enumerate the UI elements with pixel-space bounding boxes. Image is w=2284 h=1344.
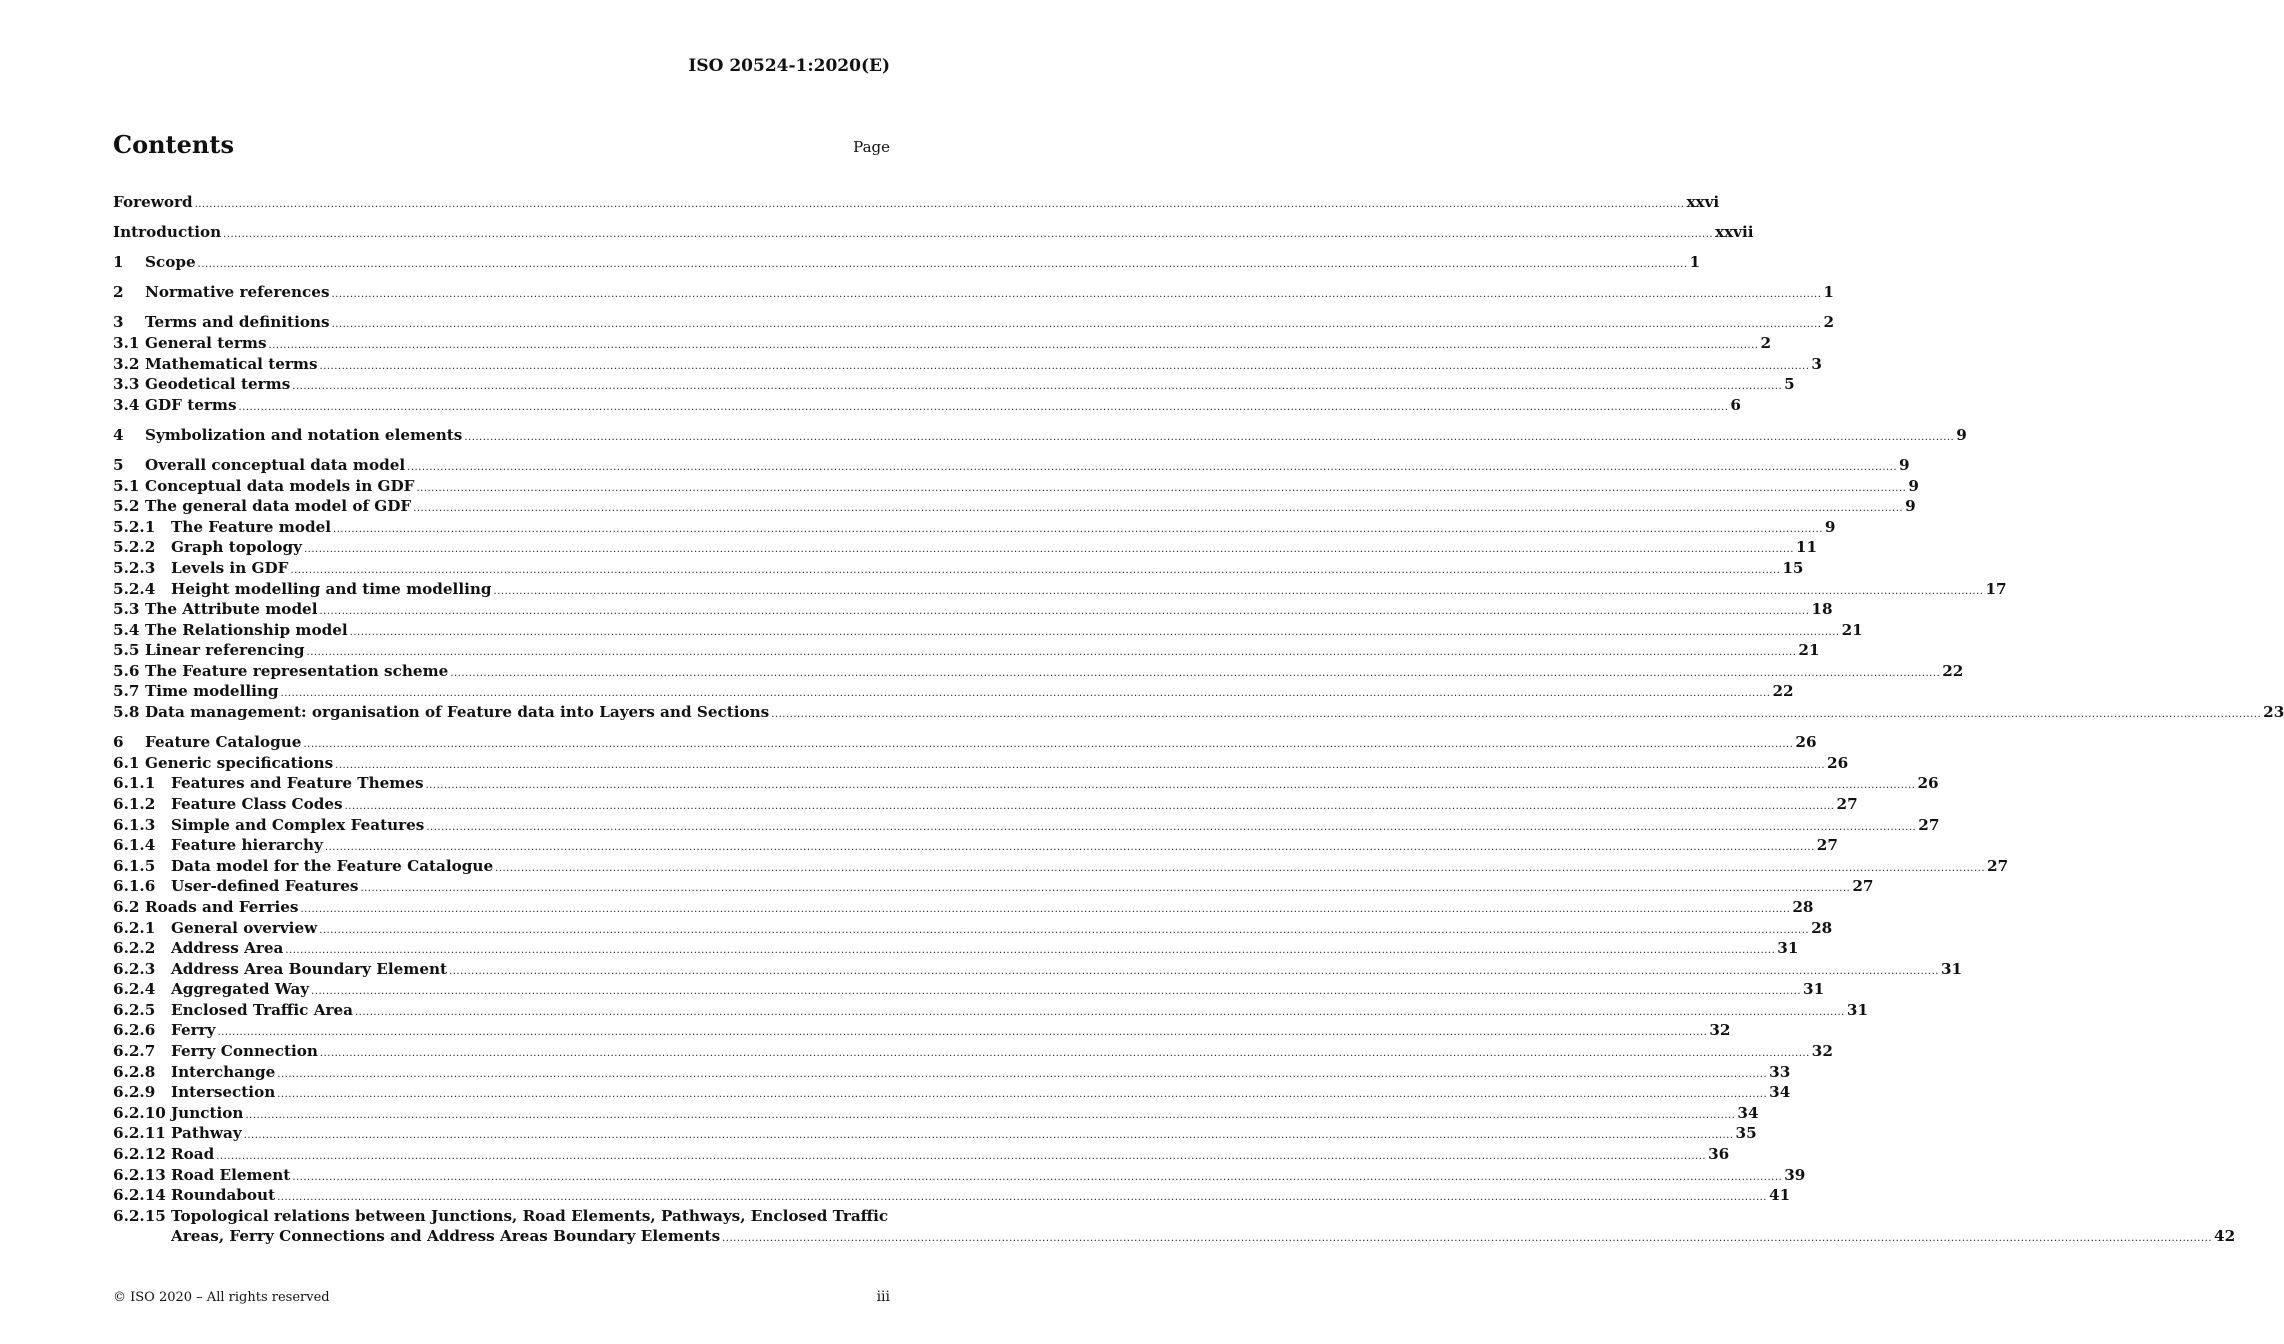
toc-entry-page: 27: [1852, 877, 1874, 896]
toc-leader-dots: [407, 462, 1897, 473]
toc-entry-number: 6.2.7: [113, 1042, 156, 1061]
toc-entry-title: Intersection: [171, 1083, 276, 1102]
toc-entry-title: The general data model of GDF: [145, 497, 412, 516]
toc-leader-dots: [304, 544, 1794, 555]
footer-copyright: © ISO 2020 – All rights reserved: [113, 1290, 330, 1305]
toc-entry-number: 5.3: [113, 600, 140, 619]
toc-entry-page: 9: [1905, 497, 1916, 516]
toc-entry-number: 5.2: [113, 497, 140, 516]
toc-entry-number: 6.1.2: [113, 794, 156, 813]
toc-entry-page: 23: [2263, 703, 2284, 722]
toc-entry-number: 6.2.9: [113, 1083, 156, 1102]
toc-entry[interactable]: [113, 918, 1833, 940]
toc-entry-title: Terms and definitions: [145, 313, 330, 332]
toc-entry-number: 6.2.1: [113, 918, 156, 937]
toc-entry[interactable]: [113, 815, 1940, 837]
toc-entry-title: Normative references: [145, 283, 330, 302]
toc-entry[interactable]: [113, 1000, 1869, 1022]
toc-entry-title: Road Element: [171, 1165, 291, 1184]
toc-entry-title: Feature hierarchy: [171, 836, 323, 855]
toc-entry-page: 26: [1827, 753, 1849, 772]
toc-leader-dots: [292, 1172, 1782, 1183]
toc-entry-page: 9: [1899, 455, 1910, 474]
toc-entry-number: 5.2.2: [113, 538, 156, 557]
toc-leader-dots: [239, 402, 1729, 413]
toc-leader-dots: [416, 483, 1906, 494]
toc-leader-dots: [332, 319, 1822, 330]
page-title: Contents: [113, 130, 234, 159]
toc-entry[interactable]: [113, 836, 1838, 857]
toc-entry-title: Foreword: [113, 193, 193, 211]
toc-entry[interactable]: [113, 1103, 1759, 1125]
toc-leader-dots: [292, 381, 1782, 392]
toc-entry-title: Topological relations between Junctions, Road Elements, Pathways, Enclosed Traffic: [171, 1206, 889, 1225]
toc-entry-page: xxvi: [1686, 193, 1720, 211]
page-column-label: Page: [853, 138, 890, 156]
toc-leader-dots: [244, 1130, 1734, 1141]
toc-entry-page: 32: [1811, 1042, 1833, 1061]
toc-leader-dots: [333, 524, 1823, 535]
toc-entry[interactable]: [113, 354, 1822, 376]
toc-entry-number: 6.1.5: [113, 856, 156, 875]
toc-leader-dots: [319, 925, 1809, 936]
toc-leader-dots: [195, 199, 1685, 210]
toc-entry-number: 6.2.15: [113, 1206, 166, 1225]
toc-entry-page: 31: [1940, 959, 1963, 978]
toc-entry[interactable]: [113, 774, 1939, 795]
toc-entry-page: 3: [1811, 354, 1822, 373]
toc-entry-title: Symbolization and notation elements: [145, 425, 463, 444]
toc-entry-number: 3.4: [113, 395, 140, 414]
toc-entry-title: Roads and Ferries: [145, 897, 299, 916]
table-of-contents: [113, 193, 2284, 1248]
toc-leader-dots: [722, 1233, 2212, 1244]
toc-entry-number: 5.7: [113, 682, 140, 701]
toc-entry-number: 6.1.6: [113, 877, 156, 896]
toc-leader-dots: [269, 340, 1759, 351]
toc-entry[interactable]: [113, 558, 1804, 580]
toc-entry[interactable]: [113, 939, 1799, 960]
toc-entry-number: 3: [113, 313, 124, 332]
toc-leader-dots: [198, 259, 1688, 270]
toc-entry-page: 31: [1846, 1000, 1869, 1019]
toc-entry-number: 5.6: [113, 661, 140, 680]
toc-entry-page: 27: [1987, 856, 2009, 875]
toc-entry-title: General terms: [145, 333, 267, 352]
toc-entry-number: 5.5: [113, 641, 140, 660]
toc-entry[interactable]: [113, 193, 1720, 214]
toc-entry[interactable]: [113, 897, 1814, 919]
toc-entry-page: 2: [1823, 313, 1835, 332]
toc-entry[interactable]: [113, 1186, 1791, 1207]
toc-entry-page: 5: [1784, 375, 1795, 394]
toc-entry-page: 34: [1769, 1083, 1791, 1102]
toc-entry-number: 5.1: [113, 476, 140, 495]
toc-entry-title: Features and Feature Themes: [171, 774, 424, 793]
toc-entry-page: 31: [1777, 939, 1799, 958]
toc-entry-page: 18: [1811, 600, 1833, 619]
toc-entry[interactable]: [113, 703, 2284, 724]
footer-page-number: iii: [876, 1289, 890, 1305]
toc-entry-title: Junction: [171, 1103, 244, 1122]
toc-leader-dots: [350, 627, 1840, 638]
toc-entry-title: Data management: organisation of Feature data into Layers and Sections: [145, 703, 770, 722]
toc-entry-page: 27: [1816, 836, 1838, 855]
toc-entry-page: 22: [1772, 682, 1794, 701]
toc-leader-dots: [300, 904, 1790, 915]
toc-entry-number: 5.2.1: [113, 517, 156, 536]
toc-leader-dots: [413, 503, 1903, 514]
document-id: ISO 20524-1:2020(E): [688, 56, 890, 76]
toc-entry-page: 28: [1811, 918, 1833, 937]
toc-entry-page: 21: [1841, 620, 1863, 639]
toc-entry-title: Graph topology: [171, 538, 302, 557]
toc-leader-dots: [223, 229, 1713, 240]
toc-entry-title: The Attribute model: [145, 600, 318, 619]
toc-entry[interactable]: [113, 1042, 1833, 1063]
toc-entry-title: Ferry: [171, 1021, 216, 1040]
toc-entry-page: 35: [1735, 1124, 1757, 1143]
toc-leader-dots: [332, 289, 1822, 300]
toc-entry-title: Pathway: [171, 1124, 242, 1143]
toc-entry-title: The Feature model: [171, 517, 332, 536]
toc-entry-number: 4: [113, 425, 124, 444]
toc-entry-page: 11: [1795, 538, 1818, 557]
toc-leader-dots: [426, 780, 1916, 791]
toc-entry-title: Conceptual data models in GDF: [145, 476, 415, 495]
toc-leader-dots: [277, 1089, 1767, 1100]
toc-entry[interactable]: [113, 794, 1858, 816]
toc-leader-dots: [307, 647, 1797, 658]
toc-entry[interactable]: [113, 476, 1919, 498]
toc-entry-page: 26: [1795, 733, 1817, 752]
toc-entry-number: 6.1: [113, 753, 140, 772]
toc-entry-number: 5.4: [113, 620, 140, 639]
toc-entry-page: 6: [1730, 395, 1741, 414]
toc-entry-number: 6.2.6: [113, 1021, 156, 1040]
toc-entry-page: 28: [1792, 897, 1814, 916]
toc-entry[interactable]: [113, 579, 2007, 601]
toc-entry-page: 2: [1760, 333, 1772, 352]
toc-entry-title: Levels in GDF: [171, 558, 289, 577]
toc-entry-number: 1: [113, 253, 124, 272]
toc-leader-dots: [449, 966, 1939, 977]
toc-entry-title: Roundabout: [171, 1186, 276, 1205]
toc-leader-dots: [464, 432, 1954, 443]
toc-entry-number: 2: [113, 283, 124, 302]
toc-leader-dots: [311, 986, 1801, 997]
toc-entry-page: 1: [1689, 253, 1701, 272]
toc-entry[interactable]: [113, 455, 1910, 477]
toc-entry[interactable]: [113, 877, 1874, 898]
toc-entry-number: 3.3: [113, 375, 140, 394]
toc-entry[interactable]: [113, 375, 1795, 396]
toc-entry[interactable]: [113, 980, 1825, 1001]
toc-entry[interactable]: [113, 600, 1833, 621]
toc-entry-page: 36: [1708, 1145, 1730, 1164]
toc-entry-page: xxvii: [1715, 223, 1754, 242]
toc-entry-number: 6: [113, 733, 124, 752]
toc-entry-title: Enclosed Traffic Area: [171, 1000, 353, 1019]
toc-entry-number: 6.2.2: [113, 939, 156, 958]
toc-leader-dots: [277, 1069, 1767, 1080]
toc-leader-dots: [450, 668, 1940, 679]
toc-entry-number: 6.2.3: [113, 959, 156, 978]
toc-entry[interactable]: [113, 641, 1820, 662]
toc-entry-number: 6.1.4: [113, 836, 156, 855]
toc-leader-dots: [217, 1027, 1707, 1038]
toc-entry-title: User-defined Features: [171, 877, 359, 896]
toc-entry[interactable]: [113, 1062, 1791, 1084]
toc-entry[interactable]: [113, 333, 1772, 355]
toc-entry[interactable]: [113, 753, 1849, 775]
toc-entry-title: Height modelling and time modelling: [171, 579, 492, 598]
toc-entry-title: Introduction: [113, 223, 222, 242]
toc-entry[interactable]: [113, 1021, 1731, 1042]
toc-entry-number: 6.2.10: [113, 1103, 166, 1122]
toc-entry[interactable]: [113, 1206, 2236, 1248]
toc-entry-title: GDF terms: [145, 395, 237, 414]
toc-leader-dots: [345, 801, 1835, 812]
toc-entry-title: Mathematical terms: [145, 354, 318, 373]
toc-entry-number: 6.2.5: [113, 1000, 156, 1019]
toc-entry-page: 39: [1784, 1165, 1806, 1184]
toc-entry-page: 9: [1956, 425, 1967, 444]
toc-entry-number: 6.2.4: [113, 980, 156, 999]
toc-leader-dots: [285, 945, 1775, 956]
toc-entry-page: 27: [1836, 794, 1858, 813]
toc-entry-page: 32: [1709, 1021, 1731, 1040]
toc-entry-title: Generic specifications: [145, 753, 334, 772]
toc-leader-dots: [281, 688, 1771, 699]
toc-entry[interactable]: [113, 395, 1741, 417]
toc-entry[interactable]: [113, 1165, 1806, 1187]
toc-entry-page: 1: [1823, 283, 1834, 302]
toc-leader-dots: [335, 760, 1825, 771]
toc-entry[interactable]: [113, 497, 1916, 518]
toc-entry-title: Data model for the Feature Catalogue: [171, 856, 494, 875]
toc-entry[interactable]: [113, 283, 1834, 304]
toc-entry-number: 6.2.11: [113, 1124, 166, 1143]
toc-entry[interactable]: [113, 313, 1835, 334]
toc-entry[interactable]: [113, 682, 1794, 703]
toc-entry-page: 17: [1985, 579, 2007, 598]
toc-entry-title: Feature Catalogue: [145, 733, 302, 752]
toc-entry-title: The Feature representation scheme: [145, 661, 449, 680]
toc-entry[interactable]: [113, 425, 1967, 447]
toc-entry-title: General overview: [171, 918, 318, 937]
toc-leader-dots: [360, 883, 1850, 894]
toc-entry-page: 34: [1737, 1103, 1759, 1122]
toc-entry[interactable]: [113, 1124, 1757, 1145]
toc-leader-dots: [245, 1110, 1735, 1121]
toc-entry-page: 33: [1769, 1062, 1791, 1081]
toc-entry-title: Address Area Boundary Element: [171, 959, 448, 978]
toc-entry-number: 5.2.3: [113, 558, 156, 577]
toc-entry-page: 15: [1782, 558, 1804, 577]
toc-leader-dots: [494, 586, 1984, 597]
toc-entry-title: Time modelling: [145, 682, 279, 701]
toc-entry-title: Overall conceptual data model: [145, 455, 406, 474]
toc-entry-number: 5.2.4: [113, 579, 156, 598]
toc-entry[interactable]: [113, 223, 1754, 244]
toc-entry-title: Aggregated Way: [171, 980, 310, 999]
toc-entry[interactable]: [113, 733, 1817, 754]
toc-leader-dots: [320, 606, 1810, 617]
toc-entry-number: 6.1.3: [113, 815, 156, 834]
toc-entry[interactable]: [113, 959, 1963, 981]
toc-leader-dots: [303, 739, 1793, 750]
toc-entry-page: 42: [2214, 1227, 2236, 1246]
toc-entry-title: Simple and Complex Features: [171, 815, 425, 834]
toc-entry[interactable]: [113, 253, 1701, 274]
toc-entry[interactable]: [113, 661, 1964, 683]
toc-leader-dots: [495, 863, 1985, 874]
toc-leader-dots: [325, 842, 1815, 853]
toc-entry[interactable]: [113, 517, 1836, 539]
toc-entry-number: 6.2.14: [113, 1186, 166, 1205]
toc-entry-page: 9: [1908, 476, 1919, 495]
toc-entry-number: 6.1.1: [113, 774, 156, 793]
toc-entry-title: Address Area: [171, 939, 284, 958]
toc-entry-page: 26: [1917, 774, 1939, 793]
toc-entry-page: 22: [1942, 661, 1964, 680]
toc-entry-number: 6.2.8: [113, 1062, 156, 1081]
toc-leader-dots: [277, 1192, 1767, 1203]
toc-leader-dots: [426, 822, 1916, 833]
toc-entry-page: 41: [1769, 1186, 1791, 1205]
toc-entry-title-continued: Areas, Ferry Connections and Address Areas Boundary Elements: [171, 1227, 721, 1246]
toc-leader-dots: [355, 1007, 1845, 1018]
toc-entry-title: Scope: [145, 253, 196, 272]
toc-entry-title: The Relationship model: [145, 620, 348, 639]
toc-entry-title: Road: [171, 1145, 215, 1164]
toc-entry-page: 21: [1798, 641, 1820, 660]
toc-entry-title: Ferry Connection: [171, 1042, 318, 1061]
toc-entry-number: 3.2: [113, 354, 140, 373]
toc-entry-number: 3.1: [113, 333, 140, 352]
toc-entry-title: Linear referencing: [145, 641, 305, 660]
toc-leader-dots: [320, 361, 1810, 372]
toc-leader-dots: [290, 565, 1780, 576]
toc-entry[interactable]: [113, 1145, 1730, 1166]
toc-entry-number: 6.2.13: [113, 1165, 166, 1184]
toc-entry-title: Geodetical terms: [145, 375, 291, 394]
toc-entry[interactable]: [113, 620, 1863, 642]
toc-entry-title: Interchange: [171, 1062, 276, 1081]
toc-entry-number: 5: [113, 455, 124, 474]
toc-entry[interactable]: [113, 538, 1818, 559]
toc-entry-number: 5.8: [113, 703, 140, 722]
toc-leader-dots: [216, 1151, 1706, 1162]
toc-entry-number: 6.2.12: [113, 1145, 166, 1164]
toc-leader-dots: [320, 1048, 1810, 1059]
toc-entry-page: 31: [1803, 980, 1825, 999]
toc-entry[interactable]: [113, 1083, 1791, 1104]
toc-entry-page: 27: [1918, 815, 1940, 834]
toc-entry-title: Feature Class Codes: [171, 794, 343, 813]
toc-entry-page: 9: [1824, 517, 1836, 536]
toc-entry-number: 6.2: [113, 897, 140, 916]
toc-entry[interactable]: [113, 856, 2009, 878]
toc-leader-dots: [771, 709, 2261, 720]
